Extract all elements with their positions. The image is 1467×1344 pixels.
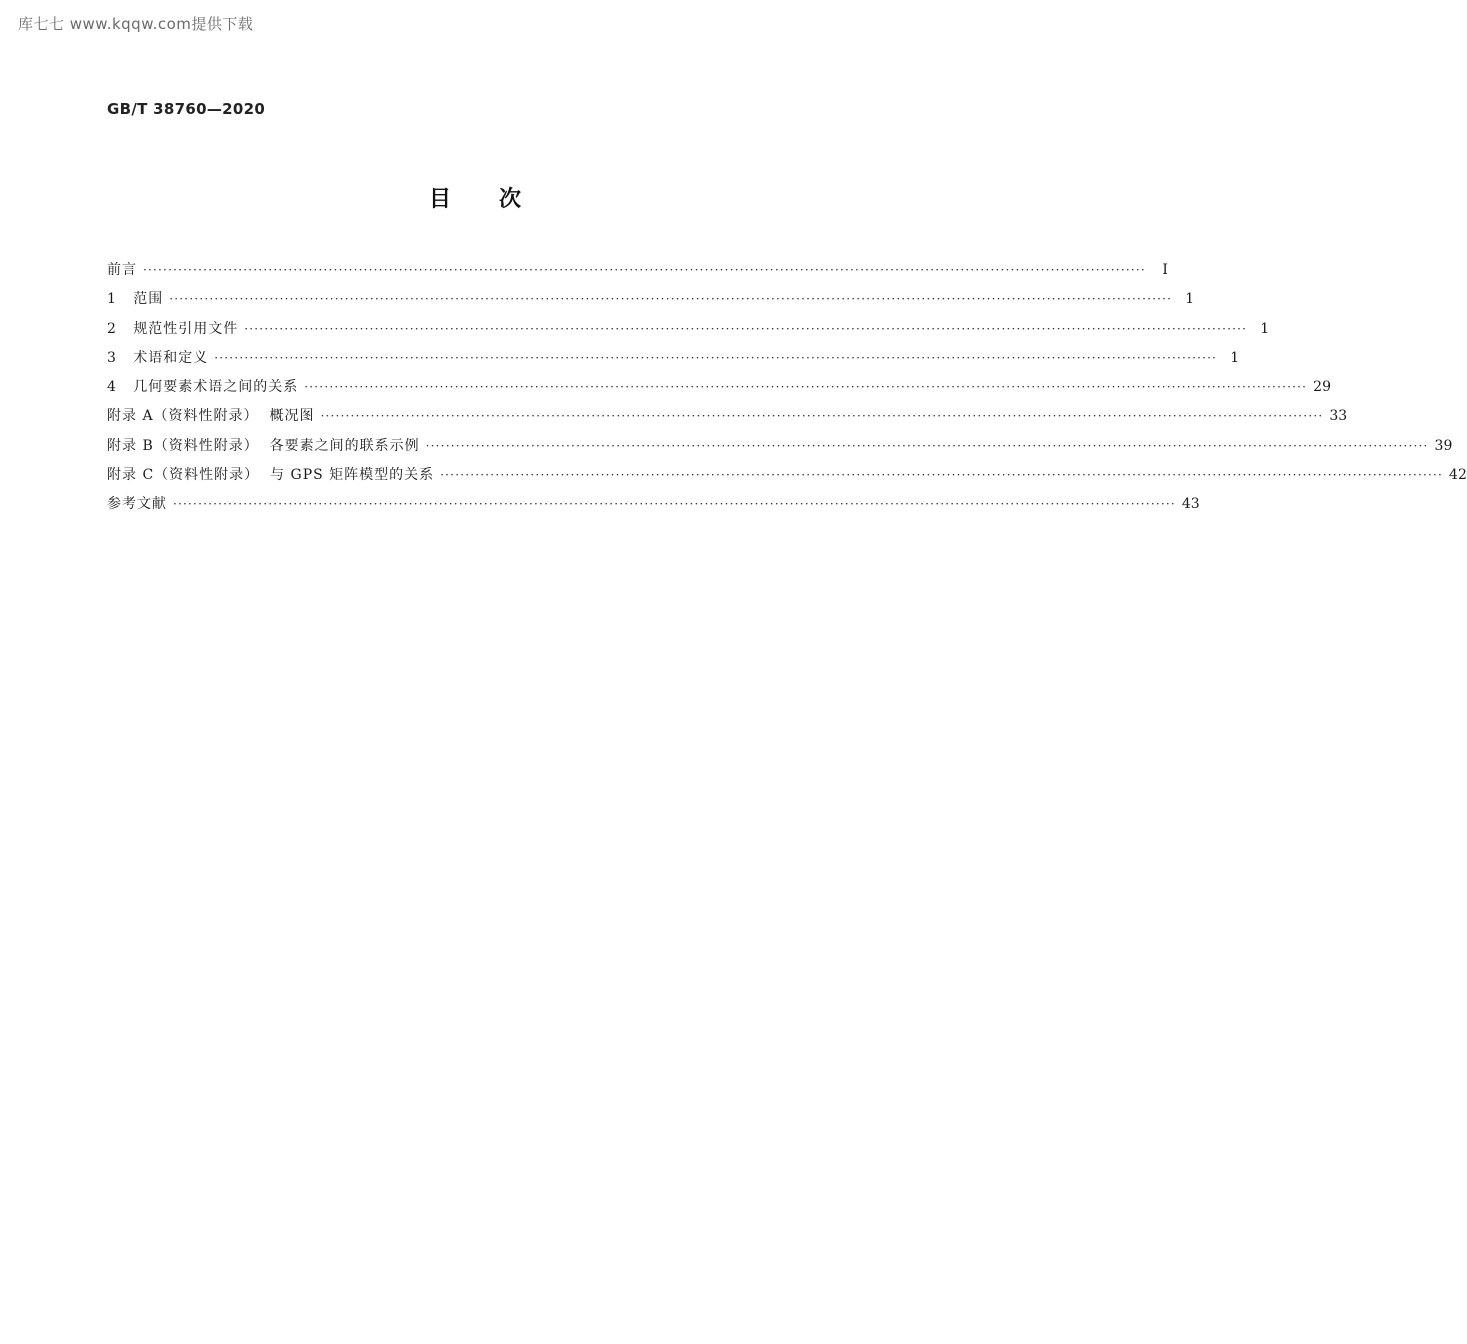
toc-entry-label: 附录 C（资料性附录） 与 GPS 矩阵模型的关系 — [107, 467, 435, 484]
dot-leader: ········································································································································································································ — [169, 292, 1173, 307]
toc-entry-page: 1 — [1185, 291, 1195, 308]
toc-entry-label: 参考文献 — [107, 496, 167, 513]
toc-entry-page: 42 — [1449, 467, 1467, 484]
toc-entry-page: 43 — [1181, 496, 1200, 513]
toc-entry[interactable] — [107, 287, 1195, 316]
toc-entry-label: 前言 — [107, 262, 137, 278]
toc-entry-page: Ⅰ — [1162, 262, 1168, 278]
toc-entry[interactable] — [107, 346, 1240, 375]
toc-entry-page: 1 — [1260, 320, 1270, 337]
toc-entry-page: 29 — [1313, 379, 1331, 396]
standard-code: GB/T 38760—2020 — [107, 100, 266, 118]
toc-entry-label: 附录 A（资料性附录） 概况图 — [107, 408, 315, 425]
toc-entry-label: 3 术语和定义 — [107, 349, 209, 366]
toc-entry-label: 附录 B（资料性附录） 各要素之间的联系示例 — [107, 437, 420, 454]
toc-entry[interactable] — [107, 258, 1168, 287]
dot-leader: ········································································································································································································ — [320, 409, 1324, 424]
dot-leader: ········································································································································································································ — [173, 497, 1176, 512]
toc-entry-label: 2 规范性引用文件 — [107, 320, 239, 337]
toc-entry[interactable] — [107, 375, 1331, 404]
toc-entry[interactable] — [107, 463, 1467, 492]
toc-entry[interactable] — [107, 434, 1453, 463]
toc-entry[interactable] — [107, 404, 1348, 433]
table-of-contents — [107, 258, 1467, 522]
toc-entry-page: 1 — [1230, 349, 1240, 366]
download-watermark: 库七七 www.kqqw.com提供下载 — [18, 15, 254, 33]
dot-leader: ········································································································································································································ — [244, 321, 1248, 336]
toc-entry[interactable] — [107, 317, 1270, 346]
toc-title: 目次 — [428, 187, 569, 212]
toc-entry[interactable] — [107, 492, 1200, 521]
toc-entry-page: 33 — [1329, 408, 1348, 425]
dot-leader: ········································································································································································································ — [304, 380, 1308, 395]
dot-leader: ········································································································································································································ — [214, 350, 1218, 365]
toc-entry-page: 39 — [1434, 437, 1453, 454]
dot-leader: ········································································································································································································ — [425, 438, 1429, 453]
toc-entry-label: 1 范围 — [107, 291, 164, 308]
dot-leader: ········································································································································································································ — [440, 468, 1444, 483]
toc-entry-label: 4 几何要素术语之间的关系 — [107, 379, 299, 396]
dot-leader: ········································································································································································································ — [143, 263, 1146, 277]
